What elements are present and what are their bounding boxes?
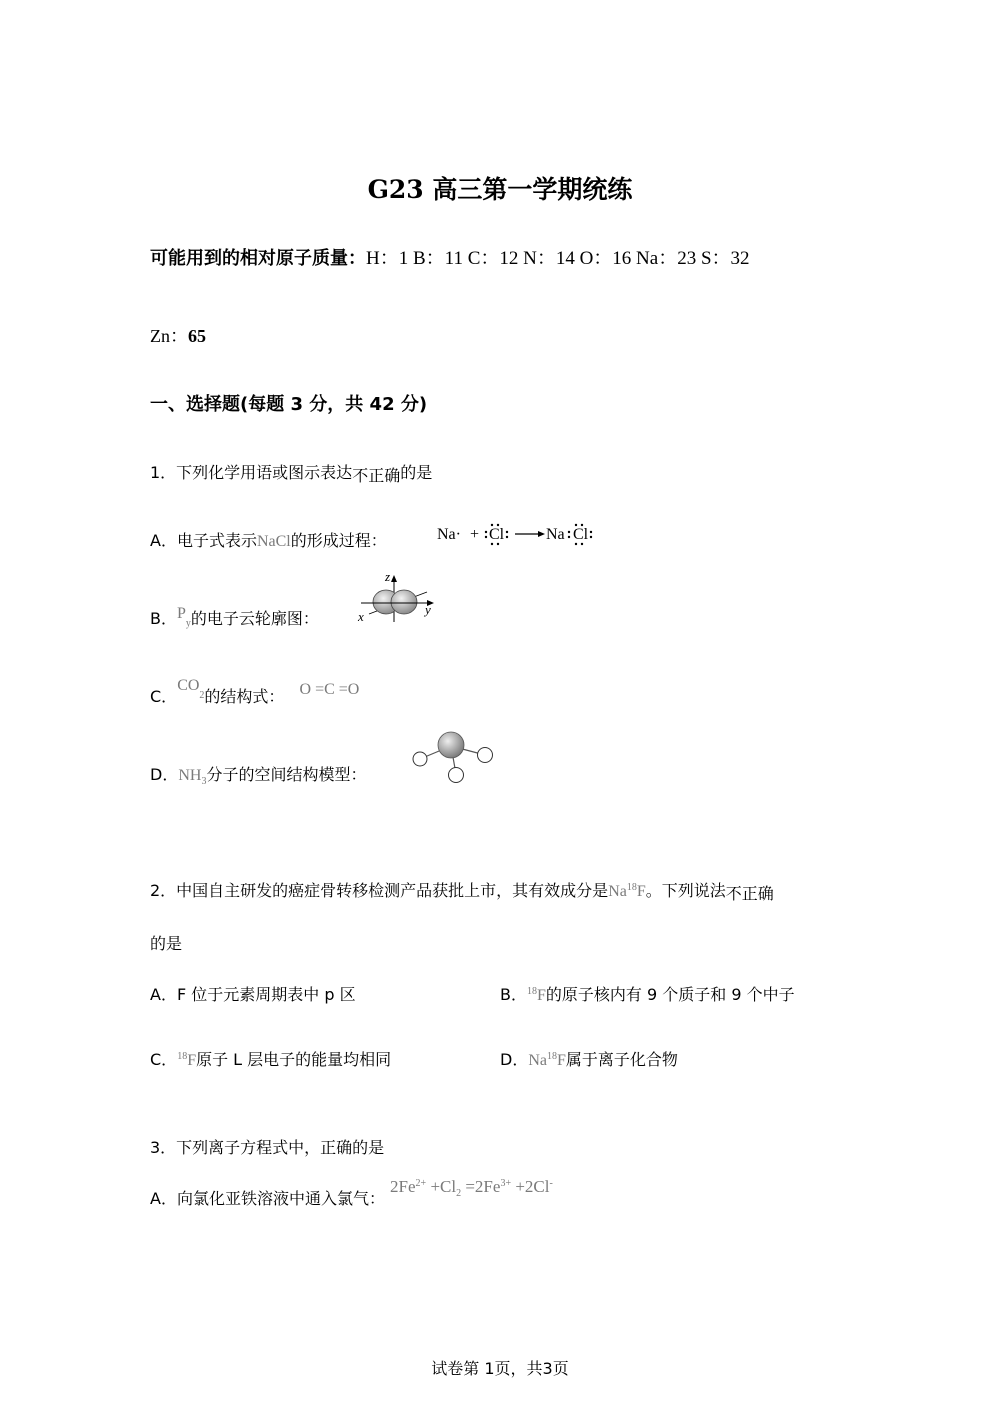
q1-b-tail: 的电子云轮廓图： [190, 609, 319, 628]
q1-c-tail: 的结构式： [204, 687, 285, 706]
q2-option-a[interactable]: A．F 位于元素周期表中 p 区 [150, 985, 356, 1004]
q2-d-label: D． [500, 1050, 529, 1069]
q2-option-c[interactable] [150, 1047, 391, 1070]
q3-a-label: A．向氯化亚铁溶液中通入氯气： [150, 1189, 385, 1208]
question-2-stem [150, 878, 774, 901]
zn-value: 65 [188, 326, 206, 346]
q2-option-b[interactable] [500, 982, 795, 1005]
h-atom-left [413, 752, 427, 766]
axis-label-z: z [385, 570, 391, 584]
q1-c-sub: 2 [199, 690, 205, 701]
eq-2cl: +2Cl [511, 1177, 550, 1196]
question-1-stem [150, 460, 432, 483]
q2-d-f: F [556, 1052, 566, 1069]
q1-a-tail: 的形成过程： [290, 531, 387, 550]
h-atom-bottom [449, 768, 464, 783]
q3-option-a[interactable] [150, 1177, 553, 1211]
axis-label-y: y [425, 602, 431, 617]
q2-stem-mid: 。下列说法 [645, 881, 726, 900]
q2-c-tail: 原子 L 层电子的能量均相同 [196, 1050, 392, 1069]
section-heading: 一、选择题(每题 3 分，共 42 分) [150, 394, 428, 415]
q1-b-sub: y [185, 618, 191, 629]
q2-stem-na: Na [608, 883, 627, 900]
q1-a-label: A．电子式表示 [150, 531, 257, 550]
eq-na: Na· [437, 526, 461, 543]
ionic-equation [390, 1177, 553, 1199]
eq-cl: Cl [489, 526, 505, 543]
eq-2fe3: =2Fe [461, 1177, 501, 1196]
page-footer: 试卷第 1页，共3页 [431, 1359, 569, 1378]
q1-c-formula: CO [177, 677, 200, 694]
q1-option-c[interactable] [150, 677, 360, 709]
axis-label-x: x [358, 609, 364, 624]
atomic-mass-zn [150, 322, 206, 348]
q2-stem-sup: 18 [626, 882, 637, 893]
q2-stem-f: F [636, 883, 646, 900]
eq-plus: + [470, 526, 480, 543]
nh3-ball-model [408, 728, 500, 788]
atomic-mass-label: 可能用到的相对原子质量： [150, 248, 366, 269]
q2-stem-text: 2．中国自主研发的癌症骨转移检测产品获批上市，其有效成分是 [150, 881, 609, 900]
q2-b-label: B． [500, 985, 527, 1004]
q1-option-b[interactable] [150, 606, 319, 631]
q2-stem-emphasis: 不正确 [725, 884, 774, 903]
electron-formula-diagram [435, 515, 605, 551]
eq-prod-na: Na [546, 526, 565, 543]
q2-d-na: Na [528, 1052, 547, 1069]
q2-d-sup: 18 [546, 1051, 557, 1062]
eq-cl-charge: - [549, 1178, 553, 1189]
q1-c-label: C． [150, 687, 178, 706]
q1-b-formula: P [176, 605, 186, 622]
co2-structural-formula: O =C =O [299, 681, 360, 698]
py-orbital-diagram [355, 570, 440, 628]
q1-stem-emphasis: 不正确 [352, 466, 401, 485]
q2-c-label: C． [150, 1050, 178, 1069]
q1-option-a[interactable] [150, 528, 387, 551]
q2-d-tail: 属于离子化合物 [565, 1050, 678, 1069]
atomic-mass-line [150, 243, 750, 270]
q1-d-sub: 3 [201, 776, 207, 787]
n-atom [438, 732, 464, 758]
q1-b-label: B． [150, 609, 177, 628]
q2-b-f: F [536, 987, 546, 1004]
q1-d-formula: NH [178, 767, 202, 784]
atomic-mass-items: H：1 B：11 C：12 N：14 O：16 Na：23 S：32 [366, 248, 750, 269]
page-title: G23 高三第一学期统练 [367, 175, 633, 204]
q2-b-sup: 18 [526, 986, 537, 997]
q2-stem-line2: 的是 [150, 934, 183, 953]
q2-c-f: F [187, 1052, 197, 1069]
q1-option-d[interactable] [150, 762, 366, 787]
eq-fe3-charge: 3+ [500, 1178, 512, 1189]
q2-b-tail: 的原子核内有 9 个质子和 9 个中子 [545, 985, 795, 1004]
eq-prod-cl: Cl [573, 526, 589, 543]
question-3-stem: 3．下列离子方程式中，正确的是 [150, 1138, 385, 1157]
eq-2fe: 2Fe [390, 1177, 416, 1196]
q1-d-tail: 分子的空间结构模型： [206, 765, 367, 784]
eq-cl2-sub: 2 [456, 1188, 462, 1199]
q1-stem-text: 1．下列化学用语或图示表达 [150, 463, 353, 482]
q1-stem-end: 的是 [400, 463, 433, 482]
q1-d-label: D． [150, 765, 179, 784]
arrow-head [538, 531, 545, 537]
zn-label: Zn： [150, 326, 188, 346]
eq-fe2-charge: 2+ [415, 1178, 427, 1189]
q2-c-sup: 18 [177, 1051, 188, 1062]
eq-cl2: +Cl [426, 1177, 457, 1196]
h-atom-right [478, 748, 493, 763]
orbital-lobe-right [391, 590, 417, 614]
q1-a-formula: NaCl [256, 533, 291, 550]
q2-option-d[interactable] [500, 1047, 678, 1070]
